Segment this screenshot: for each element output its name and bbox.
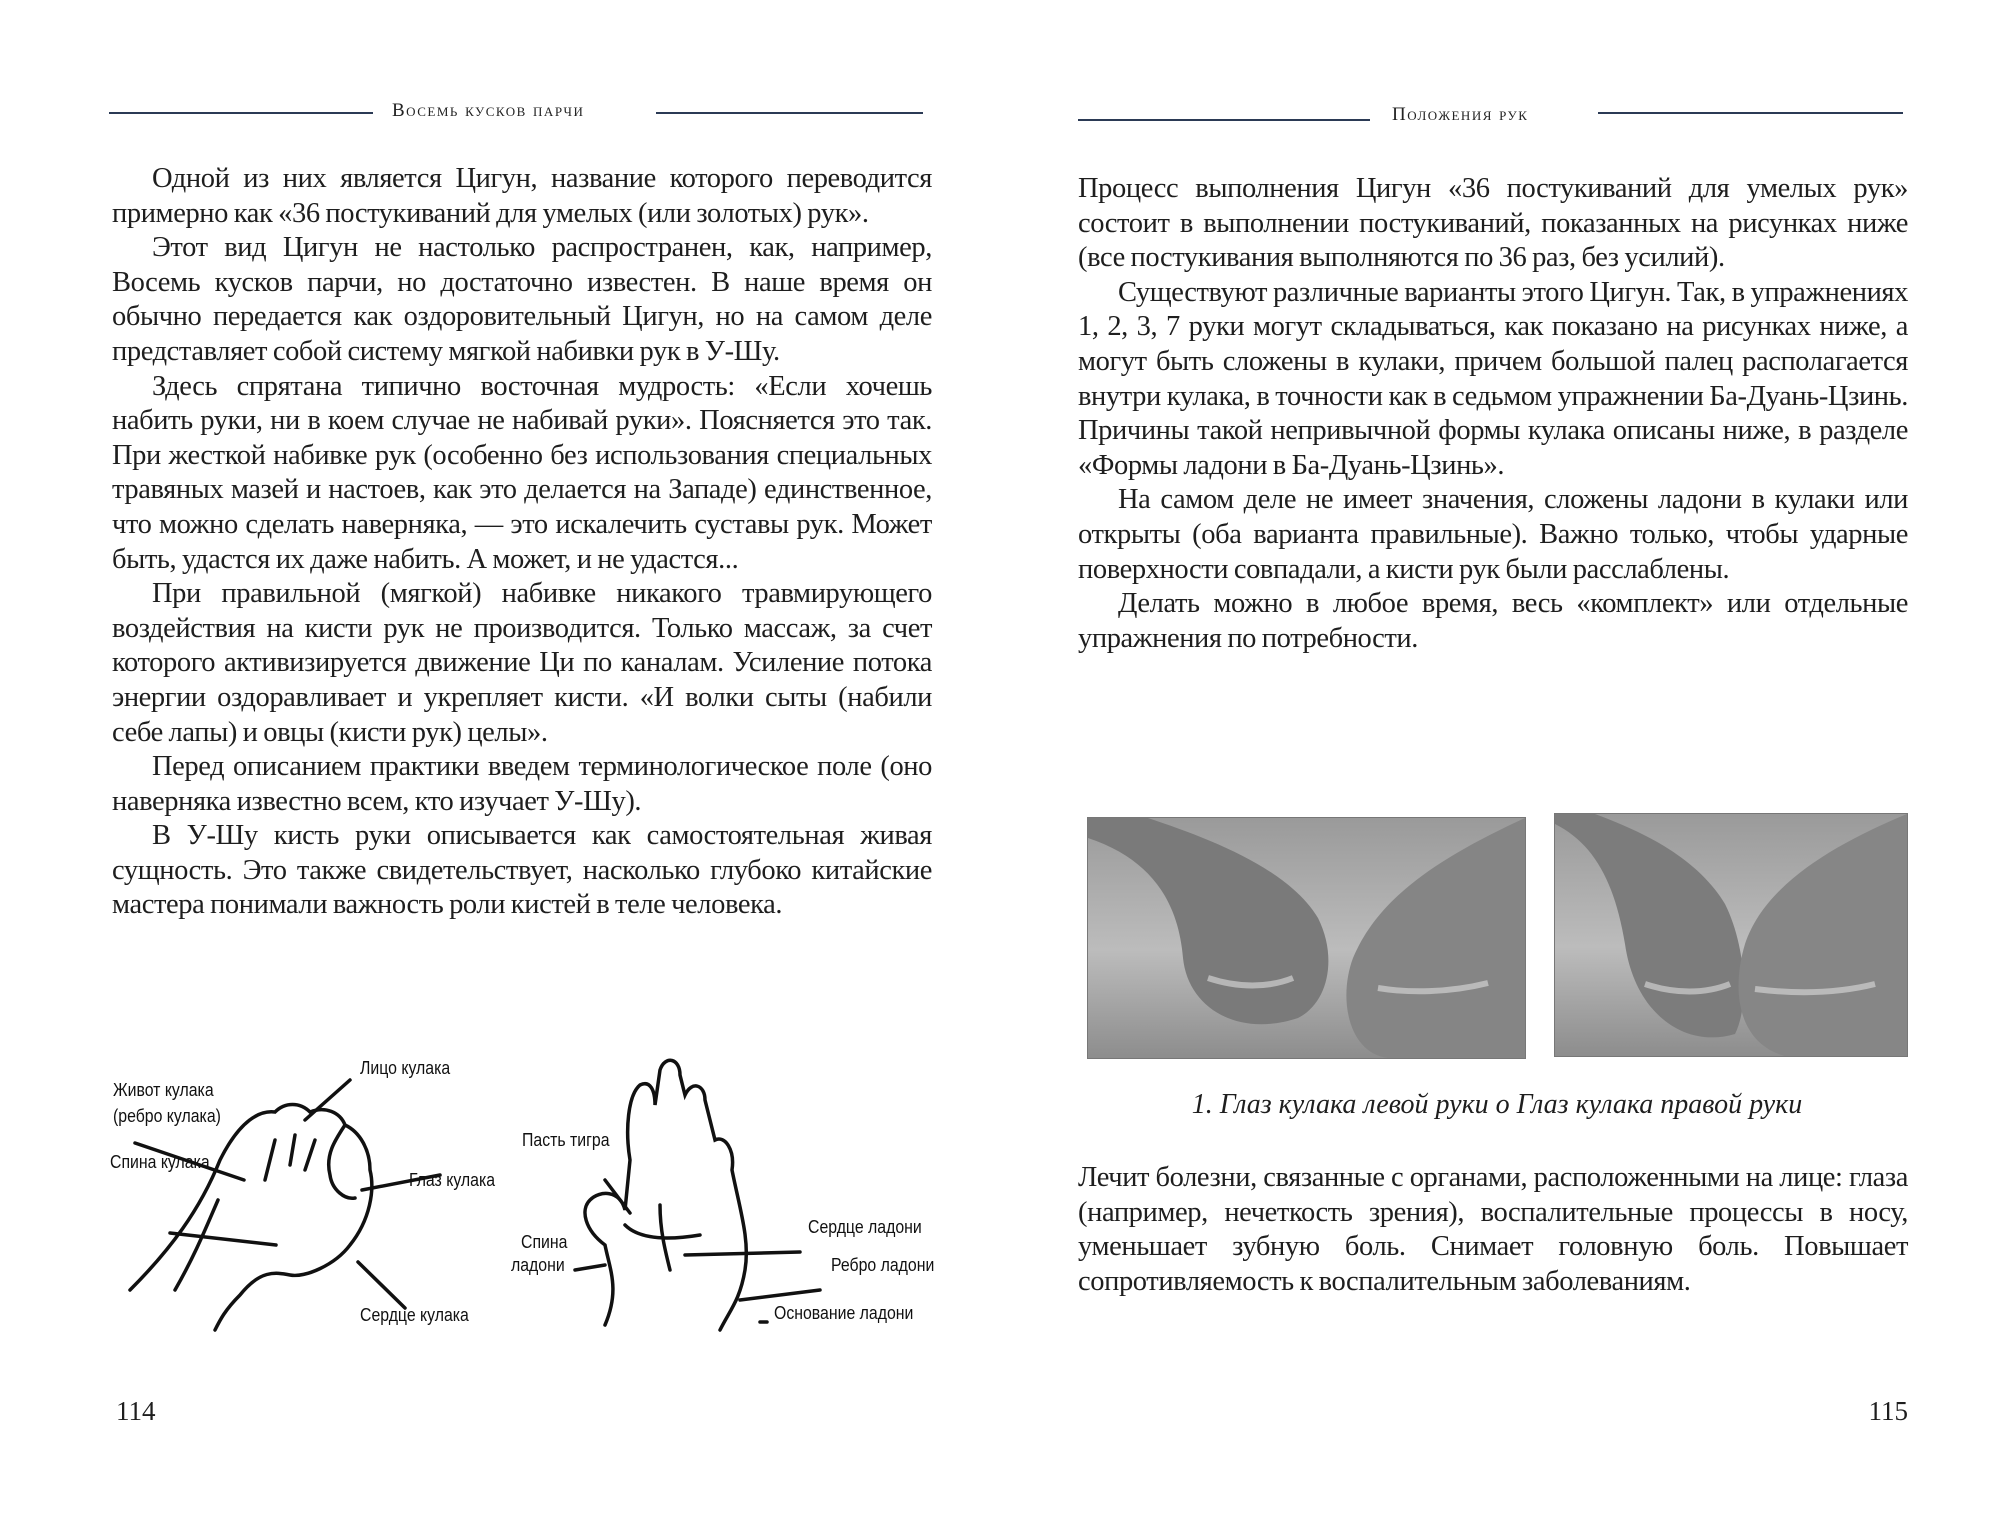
label-palm-heart: Сердце ладони — [808, 1217, 922, 1237]
label-tiger-mouth: Пасть тигра — [522, 1130, 610, 1150]
running-head-right: Положения рук — [1392, 104, 1529, 125]
paragraph: При правильной (мягкой) набивке никакого травмирующего воздействия на кисти рук не производится. Только массаж, за счет которого активизируется движение Ци по каналам. Усиление потока энергии оздоравливает и укрепляет кисти. «И волки сыты (набили себе лапы) и овцы (кисти рук) целы». — [112, 578, 932, 748]
label-palm-back-2: ладони — [511, 1255, 565, 1275]
right-body-text — [1078, 172, 1908, 656]
paragraph: Перед описанием практики введем терминологическое поле (оно наверняка известно всем, кто изучает У-Шу). — [112, 751, 932, 817]
paragraph: В У-Шу кисть руки описывается как самостоятельная живая сущность. Это также свидетельствует, насколько глубоко китайские мастера понимали важность роли кистей в теле человека. — [112, 820, 932, 921]
paragraph: Процесс выполнения Цигун «36 постукиваний для умелых рук» состоит в выполнении постукиваний, показанных на рисунках ниже (все постукивания выполняются по 36 раз, без усилий). — [1078, 173, 1908, 274]
label-palm-back-1: Спина — [521, 1232, 568, 1252]
left-body-text — [112, 162, 932, 923]
paragraph: Делать можно в любое время, весь «комплект» или отдельные упражнения по потребности. — [1078, 588, 1908, 654]
label-palm-base: Основание ладони — [774, 1303, 914, 1323]
paragraph: Существуют различные варианты этого Цигун. Так, в упражнениях 1, 2, 3, 7 руки могут складываться, как показано на рисунках ниже, а могут быть сложены в кулаки, причем большой палец располагается внутри кулака, в точности как в седьмом упражнении Ба-Дуань-Цзинь. Причины такой непривычной формы кулака описаны ниже, в разделе «Формы ладони в Ба-Дуань-Цзинь». — [1078, 276, 1908, 481]
paragraph: На самом деле не имеет значения, сложены ладони в кулаки или открыты (оба варианта правильные). Важно только, чтобы ударные поверхности совпадали, а кисти рук были расслаблены. — [1078, 484, 1908, 585]
label-fist-belly: Живот кулака — [113, 1080, 214, 1100]
page-number-left: 114 — [116, 1396, 156, 1426]
header-rule-right-a — [1078, 119, 1370, 121]
paragraph: Здесь спрятана типично восточная мудрость: «Если хочешь набить руки, ни в коем случае не набивай руки». Поясняется это так. При жесткой набивке рук (особенно без использования специальных травяных мазей и настоев, как это делается на Западе) единственное, что можно сделать наверняка, — это искалечить суставы рук. Может быть, удастся их даже набить. А может, и не удастся... — [112, 370, 932, 575]
header-rule-left-b — [656, 112, 923, 114]
right-body-bottom — [1078, 1161, 1908, 1299]
paragraph: Одной из них является Цигун, название которого переводится примерно как «36 постукиваний для умелых (или золотых) рук». — [112, 163, 932, 229]
paragraph: Лечит болезни, связанные с органами, расположенными на лице: глаза (например, нечеткость зрения), воспалительные процессы в носу, уменьшает зубную боль. Снимает головную боль. Повышает сопротивляемость к воспалительным заболеваниям. — [1078, 1162, 1908, 1297]
photo-fists-together — [1554, 813, 1908, 1057]
photo-fists-apart — [1087, 817, 1526, 1059]
label-fist-edge: (ребро кулака) — [113, 1106, 221, 1126]
label-fist-face: Лицо кулака — [360, 1058, 451, 1078]
label-fist-heart: Сердце кулака — [360, 1305, 469, 1325]
figure-caption: 1. Глаз кулака левой руки о Глаз кулака правой руки — [1191, 1089, 1803, 1120]
label-fist-eye: Глаз кулака — [409, 1170, 496, 1190]
hand-diagram — [100, 1040, 980, 1340]
header-rule-left-a — [109, 112, 373, 114]
palm-drawing — [575, 1060, 820, 1330]
paragraph: Этот вид Цигун не настолько распространен, как, например, Восемь кусков парчи, но достаточно известен. В наше время он обычно передается как оздоровительный Цигун, но на самом деле представляет собой систему мягкой набивки рук в У-Шу. — [112, 232, 932, 367]
header-rule-right-b — [1598, 112, 1903, 114]
label-fist-back: Спина кулака — [110, 1152, 210, 1172]
label-palm-edge: Ребро ладони — [831, 1255, 935, 1275]
running-head-left: Восемь кусков парчи — [392, 100, 585, 121]
page-number-right: 115 — [1868, 1396, 1908, 1426]
